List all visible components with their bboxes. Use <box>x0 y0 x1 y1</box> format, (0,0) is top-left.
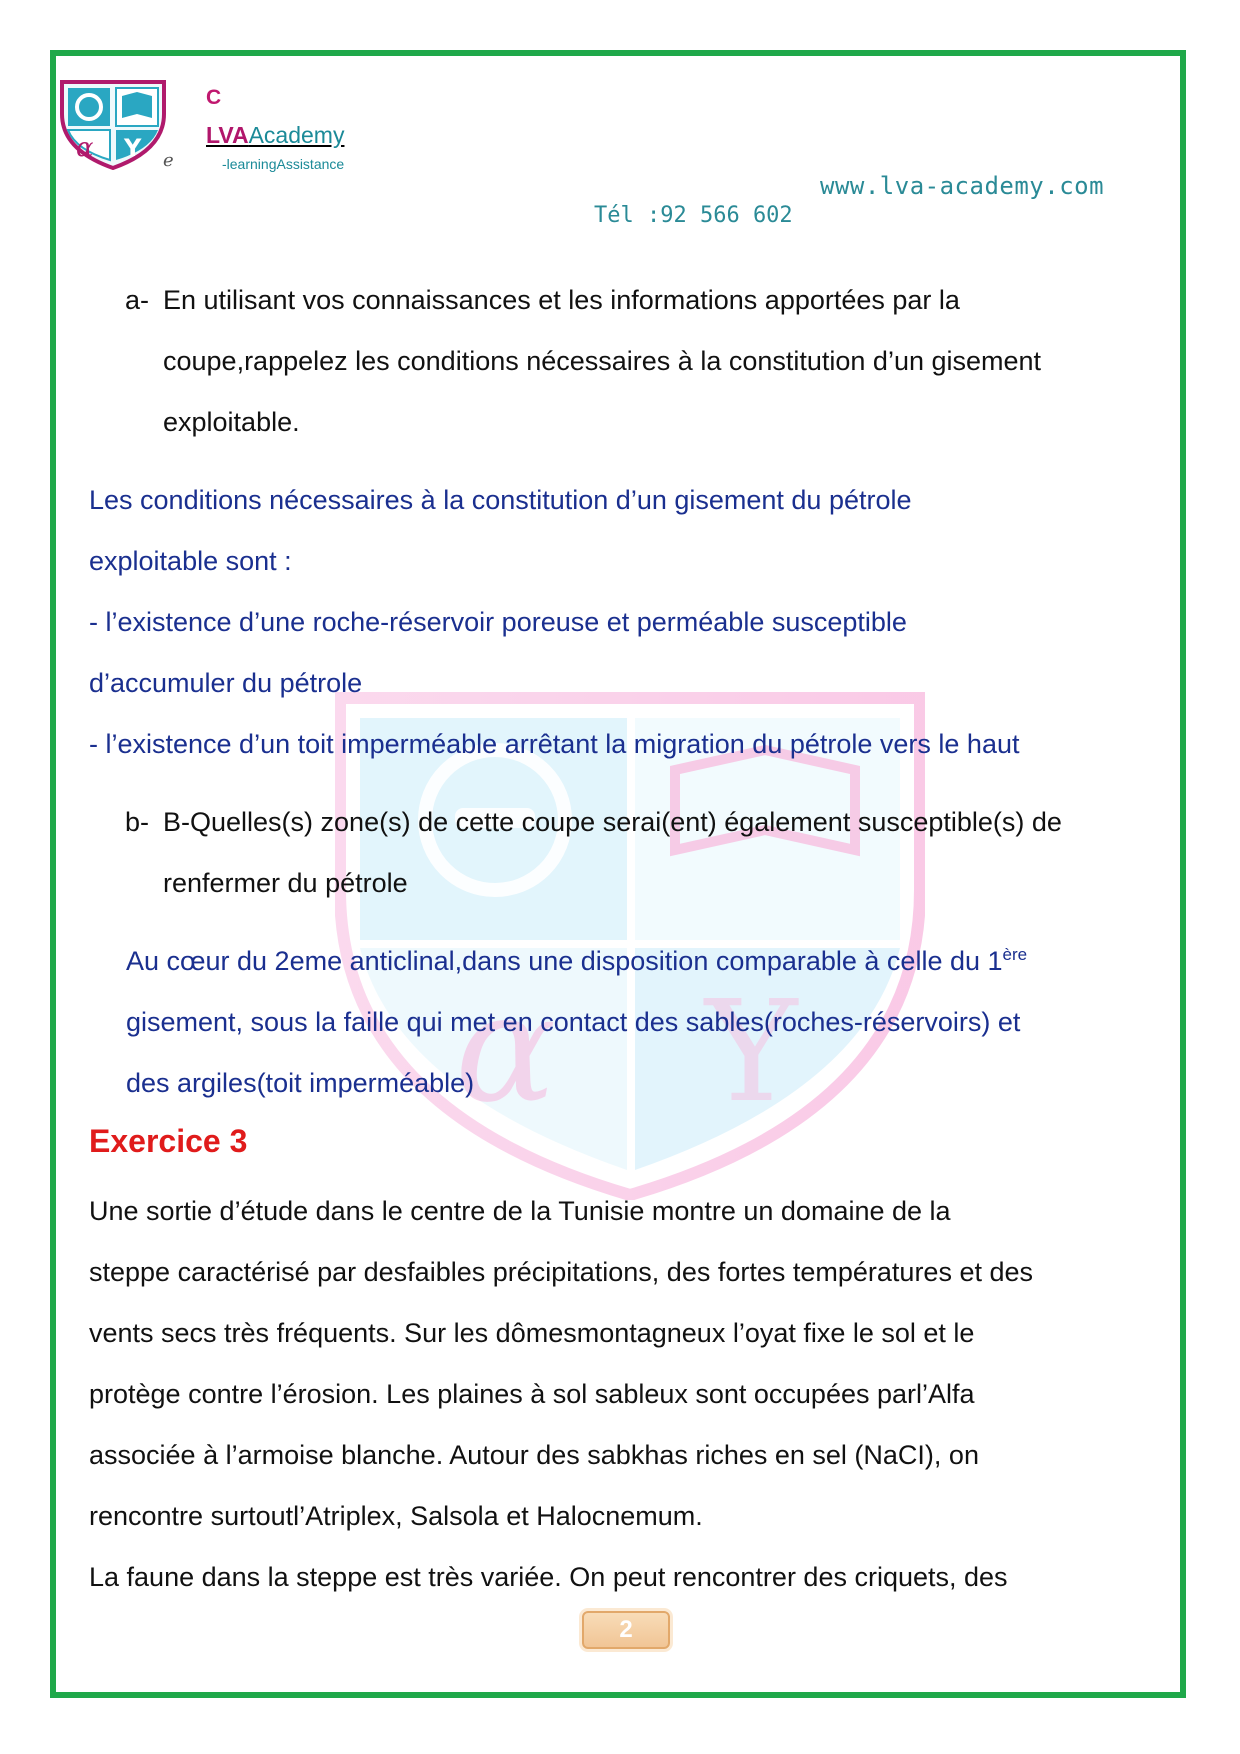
answer-b-line <box>126 931 1027 992</box>
answer-b-line: gisement, sous la faille qui met en contact des sables(roches-réservoirs) et <box>126 1007 1021 1037</box>
lva-logo-icon <box>58 78 168 170</box>
exercise-text-line: La faune dans la steppe est très variée. On peut rencontrer des criquets, des <box>89 1562 1008 1592</box>
question-a-line: En utilisant vos connaissances et les informations apportées par la <box>163 285 960 315</box>
exercise-text-line: protège contre l’érosion. Les plaines à sol sableux sont occupées parl’Alfa <box>89 1379 975 1409</box>
answer-b-text: Au cœur du 2eme anticlinal,dans une disposition comparable à celle du 1 <box>126 946 1003 976</box>
exercise-heading: Exercice 3 <box>89 1123 248 1159</box>
svg-text:Y: Y <box>124 134 142 162</box>
answer-a-line: d’accumuler du pétrole <box>89 668 363 698</box>
exercise-text-line: rencontre surtoutl’Atriplex, Salsola et Halocnemum. <box>89 1501 703 1531</box>
brand-letter: C <box>206 86 222 109</box>
page-number-badge: 2 <box>582 1611 670 1649</box>
brand-e-letter: e <box>163 150 174 171</box>
answer-a-line: exploitable sont : <box>89 546 292 576</box>
svg-text:Y: Y <box>705 971 798 1134</box>
answer-a-line: Les conditions nécessaires à la constitution d’un gisement du pétrole <box>89 485 912 515</box>
answer-a-line: - l’existence d’une roche-réservoir poreuse et perméable susceptible <box>89 607 907 637</box>
website-link[interactable]: www.lva-academy.com <box>820 172 1105 200</box>
brand-academy: Academy <box>248 122 345 148</box>
svg-text:α: α <box>455 962 557 1136</box>
question-b-line: renfermer du pétrole <box>163 868 408 898</box>
answer-a-line: - l’existence d’un toit imperméable arrêtant la migration du pétrole vers le haut <box>89 729 1020 759</box>
exercise-text-line: associée à l’armoise blanche. Autour des sabkhas riches en sel (NaCI), on <box>89 1440 979 1470</box>
question-b-line: B-Quelles(s) zone(s) de cette coupe serai(ent) également susceptible(s) de <box>163 807 1062 837</box>
question-a-line: coupe,rappelez les conditions nécessaires à la constitution d’un gisement <box>163 346 1042 376</box>
brand-name <box>206 122 344 149</box>
exercise-text-line: vents secs très fréquents. Sur les dômesmontagneux l’oyat fixe le sol et le <box>89 1318 975 1348</box>
question-a-marker: a- <box>125 285 150 315</box>
question-b-marker: b- <box>125 807 150 837</box>
phone-number: Tél :92 566 602 <box>594 203 793 228</box>
superscript-ere: ère <box>1002 945 1028 964</box>
brand-subtitle: -learningAssistance <box>222 156 345 172</box>
exercise-text-line: Une sortie d’étude dans le centre de la Tunisie montre un domaine de la <box>89 1196 951 1226</box>
svg-text:α: α <box>76 133 94 163</box>
answer-b-line: des argiles(toit imperméable) <box>126 1068 475 1098</box>
brand-lva: LVA <box>206 122 249 148</box>
question-a-line: exploitable. <box>163 407 300 437</box>
exercise-text-line: steppe caractérisé par desfaibles précipitations, des fortes températures et des <box>89 1257 1033 1287</box>
